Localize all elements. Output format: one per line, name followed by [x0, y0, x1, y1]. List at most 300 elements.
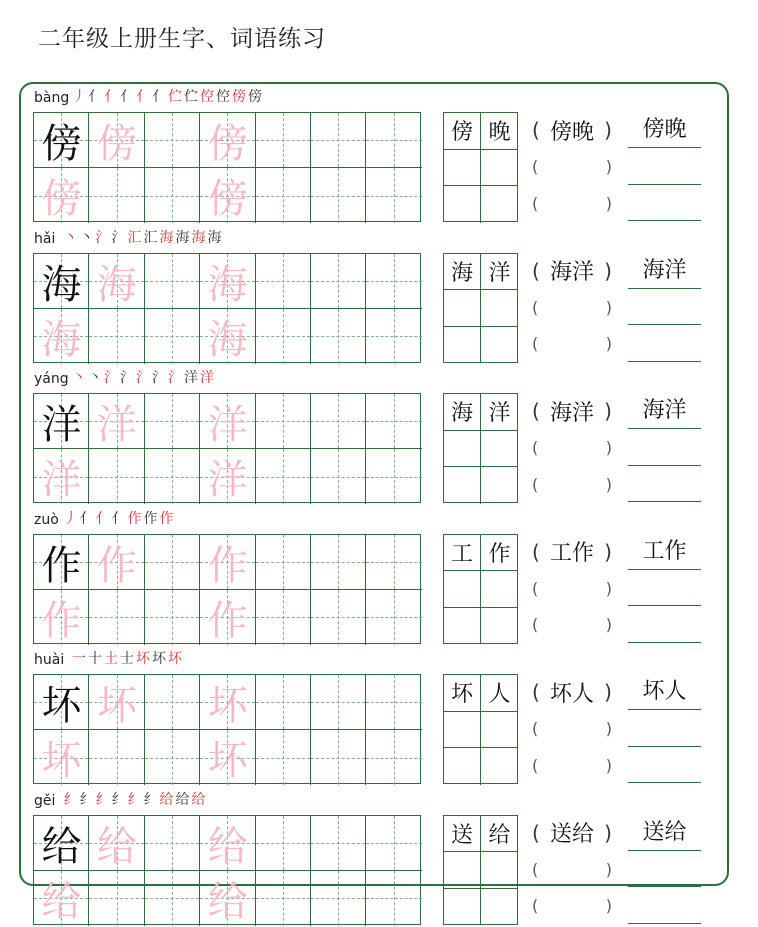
writing-cell[interactable]: [311, 871, 366, 926]
trace-character: 傍: [41, 176, 82, 222]
word-cell[interactable]: 工: [444, 535, 481, 572]
writing-cell[interactable]: [366, 394, 421, 449]
practice-block: [0, 84, 758, 224]
writing-cell[interactable]: [145, 254, 200, 309]
stroke-step: 亻: [120, 89, 135, 105]
writing-cell[interactable]: [366, 675, 421, 730]
writing-cell[interactable]: [311, 535, 366, 590]
writing-cell[interactable]: [311, 730, 366, 785]
pinyin-label: yáng: [34, 371, 69, 387]
paren-close: ): [605, 334, 612, 354]
paren-open: (: [532, 820, 540, 845]
paren-close: ): [604, 680, 612, 704]
paren-close: ): [605, 615, 612, 635]
stroke-step: 土: [104, 651, 119, 667]
writing-grid: [33, 534, 421, 644]
paren-blank[interactable]: [532, 888, 612, 924]
word-cell[interactable]: [444, 150, 481, 187]
writing-cell[interactable]: [256, 675, 311, 730]
word-cell[interactable]: [481, 290, 518, 327]
writing-cell[interactable]: [89, 394, 144, 449]
word-cell[interactable]: 晚: [481, 113, 518, 150]
stroke-step: 倥: [200, 89, 215, 105]
model-character: 给: [41, 823, 82, 870]
pinyin-label: hǎi: [34, 230, 56, 247]
paren-content: 海洋: [549, 260, 594, 285]
paren-blank[interactable]: [532, 466, 612, 502]
writing-cell[interactable]: [145, 871, 200, 926]
writing-cell[interactable]: [34, 535, 89, 590]
word-cell[interactable]: 人: [481, 675, 518, 712]
stroke-step: 伫: [184, 89, 199, 105]
writing-cell[interactable]: [366, 730, 421, 785]
paren-content: 傍晚: [549, 119, 594, 145]
paren-blank[interactable]: [532, 815, 612, 851]
stroke-step: 一: [72, 651, 87, 667]
paren-open: (: [532, 896, 539, 916]
writing-cell[interactable]: [366, 449, 421, 504]
writing-cell[interactable]: [256, 816, 311, 871]
writing-cell[interactable]: [89, 675, 144, 730]
paren-blank[interactable]: [532, 112, 612, 148]
writing-cell[interactable]: [89, 449, 144, 504]
writing-cell[interactable]: [311, 449, 366, 504]
word-cell[interactable]: [444, 889, 481, 926]
answer-line[interactable]: 工作: [628, 534, 701, 570]
paren-content: 送给: [549, 822, 594, 847]
writing-cell[interactable]: [145, 168, 200, 223]
paren-open: (: [532, 258, 540, 283]
writing-cell[interactable]: [145, 675, 200, 730]
word-cell[interactable]: [481, 327, 518, 364]
stroke-order: [72, 86, 264, 106]
paren-open: (: [532, 680, 540, 704]
stroke-order: [64, 508, 176, 528]
writing-cell[interactable]: [256, 394, 311, 449]
writing-cell[interactable]: [89, 254, 144, 309]
paren-close: ): [605, 578, 612, 598]
stroke-step: 纟: [79, 791, 95, 808]
stroke-step: 丿: [63, 510, 79, 527]
answer-line[interactable]: [628, 149, 701, 185]
paren-open: (: [532, 474, 539, 494]
writing-cell[interactable]: [366, 113, 421, 168]
paren-close: ): [604, 399, 612, 423]
trace-character: 作: [207, 542, 248, 589]
writing-cell[interactable]: [256, 254, 311, 309]
trace-character: 给: [207, 878, 248, 925]
paren-content: 海洋: [549, 400, 594, 426]
answer-line[interactable]: 傍晚: [628, 112, 701, 148]
word-cell[interactable]: 给: [481, 816, 518, 853]
writing-cell[interactable]: [200, 309, 255, 364]
word-grid: [443, 253, 518, 363]
writing-cell[interactable]: [200, 113, 255, 168]
trace-character: 坏: [41, 738, 82, 784]
trace-character: 傍: [96, 121, 137, 167]
word-cell[interactable]: [444, 467, 481, 504]
paren-close: ): [604, 258, 612, 283]
writing-cell[interactable]: [311, 113, 366, 168]
answer-line[interactable]: [628, 466, 701, 502]
pinyin-label: zuò: [34, 511, 59, 528]
trace-character: 作: [41, 597, 82, 644]
writing-cell[interactable]: [145, 113, 200, 168]
answer-line[interactable]: 送给: [628, 815, 701, 851]
stroke-step: 十: [88, 651, 103, 667]
paren-close: ): [605, 896, 612, 916]
writing-cell[interactable]: [311, 309, 366, 364]
writing-cell[interactable]: [89, 816, 144, 871]
writing-cell[interactable]: [145, 394, 200, 449]
paren-open: (: [532, 438, 539, 458]
answer-line[interactable]: [628, 607, 701, 643]
writing-cell[interactable]: [34, 816, 89, 871]
stroke-step: 纟: [127, 791, 143, 808]
writing-cell[interactable]: [34, 113, 89, 168]
word-cell[interactable]: [444, 186, 481, 223]
writing-cell[interactable]: [145, 730, 200, 785]
trace-character: 洋: [96, 402, 137, 448]
stroke-step: 纟: [143, 791, 159, 808]
paren-close: ): [605, 297, 612, 317]
writing-cell[interactable]: [311, 816, 366, 871]
paren-blank[interactable]: [532, 289, 612, 325]
trace-character: 洋: [207, 402, 248, 448]
word-cell[interactable]: [444, 608, 481, 645]
trace-character: 海: [207, 261, 248, 308]
stroke-step: 氵: [136, 370, 151, 386]
model-character: 洋: [41, 402, 82, 448]
word-cell[interactable]: [444, 327, 481, 364]
answer-line[interactable]: [628, 888, 701, 924]
stroke-step: 亻: [152, 89, 167, 105]
word-cell[interactable]: [481, 467, 518, 504]
stroke-step: 洋: [184, 370, 199, 386]
writing-cell[interactable]: [200, 535, 255, 590]
paren-close: ): [605, 755, 612, 775]
paren-blank[interactable]: [532, 185, 612, 221]
trace-character: 洋: [41, 457, 82, 503]
paren-open: (: [532, 578, 539, 598]
writing-cell[interactable]: [34, 730, 89, 785]
model-character: 傍: [41, 121, 82, 167]
trace-character: 坏: [207, 738, 248, 784]
writing-cell[interactable]: [366, 590, 421, 645]
word-cell[interactable]: [481, 748, 518, 785]
writing-cell[interactable]: [311, 168, 366, 223]
answer-line[interactable]: [628, 570, 701, 606]
paren-open: (: [532, 755, 539, 775]
pinyin-label: gěi: [34, 792, 56, 809]
writing-cell[interactable]: [34, 449, 89, 504]
writing-cell[interactable]: [145, 309, 200, 364]
answer-line[interactable]: [628, 711, 701, 747]
stroke-step: 丶: [79, 229, 95, 246]
practice-block: [0, 365, 758, 505]
answer-line[interactable]: [628, 326, 701, 362]
paren-blank[interactable]: [532, 851, 612, 887]
paren-open: (: [532, 399, 540, 423]
writing-cell[interactable]: [256, 168, 311, 223]
stroke-step: 亻: [88, 89, 103, 105]
stroke-step: 亻: [79, 510, 95, 527]
stroke-step: 亻: [104, 89, 119, 105]
model-character: 坏: [41, 683, 82, 729]
writing-cell[interactable]: [311, 675, 366, 730]
paren-blank[interactable]: [532, 674, 612, 710]
paren-close: ): [604, 118, 612, 142]
writing-cell[interactable]: [89, 113, 144, 168]
paren-open: (: [532, 539, 540, 564]
stroke-step: 氵: [111, 229, 127, 246]
trace-character: 海: [96, 261, 137, 308]
paren-close: ): [605, 719, 612, 739]
stroke-step: 氵: [95, 229, 111, 246]
trace-character: 海: [41, 316, 82, 363]
stroke-step: 丿: [72, 89, 87, 105]
writing-cell[interactable]: [89, 309, 144, 364]
word-cell[interactable]: 坏: [444, 675, 481, 712]
answer-line[interactable]: [628, 851, 701, 887]
stroke-step: 海: [159, 229, 175, 246]
trace-character: 洋: [207, 457, 248, 503]
paren-blank[interactable]: [532, 570, 612, 606]
stroke-step: 作: [143, 510, 159, 527]
paren-open: (: [532, 157, 539, 177]
writing-cell[interactable]: [89, 535, 144, 590]
writing-cell[interactable]: [256, 730, 311, 785]
stroke-step: 坏: [152, 651, 167, 667]
word-cell[interactable]: [444, 290, 481, 327]
word-cell[interactable]: [444, 712, 481, 749]
word-cell[interactable]: 洋: [481, 254, 518, 291]
trace-character: 作: [207, 597, 248, 644]
paren-blank[interactable]: [532, 534, 612, 570]
writing-grid: [33, 393, 421, 503]
writing-cell[interactable]: [366, 254, 421, 309]
writing-cell[interactable]: [256, 113, 311, 168]
stroke-step: 丶: [72, 370, 87, 386]
paren-blank[interactable]: [532, 253, 612, 289]
answer-line[interactable]: [628, 185, 701, 221]
writing-cell[interactable]: [256, 871, 311, 926]
writing-cell[interactable]: [200, 816, 255, 871]
word-cell[interactable]: [481, 150, 518, 187]
writing-cell[interactable]: [311, 394, 366, 449]
word-cell[interactable]: 傍: [444, 113, 481, 150]
stroke-step: 氵: [120, 370, 135, 386]
writing-cell[interactable]: [200, 675, 255, 730]
writing-cell[interactable]: [34, 168, 89, 223]
stroke-step: 汇: [127, 229, 143, 246]
word-cell[interactable]: [481, 186, 518, 223]
pinyin-label: huài: [34, 652, 65, 668]
word-grid: [443, 534, 518, 644]
word-cell[interactable]: [481, 712, 518, 749]
answer-line[interactable]: 海洋: [628, 253, 701, 289]
writing-cell[interactable]: [256, 535, 311, 590]
stroke-order: [64, 227, 224, 247]
stroke-step: 给: [175, 791, 191, 808]
stroke-step: 给: [159, 791, 175, 808]
trace-character: 傍: [207, 121, 248, 167]
word-cell[interactable]: [444, 431, 481, 468]
trace-character: 给: [207, 823, 248, 870]
stroke-step: 坏: [136, 651, 151, 667]
writing-cell[interactable]: [89, 730, 144, 785]
writing-cell[interactable]: [145, 449, 200, 504]
stroke-step: 亻: [95, 510, 111, 527]
writing-cell[interactable]: [200, 254, 255, 309]
writing-cell[interactable]: [311, 254, 366, 309]
stroke-order: [64, 789, 208, 809]
writing-cell[interactable]: [200, 730, 255, 785]
stroke-step: 亻: [136, 89, 151, 105]
writing-cell[interactable]: [34, 309, 89, 364]
model-character: 海: [41, 261, 82, 308]
writing-cell[interactable]: [200, 168, 255, 223]
paren-blank[interactable]: [532, 393, 612, 429]
model-character: 作: [41, 542, 82, 589]
stroke-step: 汇: [143, 229, 159, 246]
practice-block: [0, 225, 758, 365]
word-grid: [443, 112, 518, 222]
stroke-step: 坏: [168, 651, 183, 667]
writing-cell[interactable]: [145, 535, 200, 590]
stroke-step: 傍: [248, 89, 263, 105]
stroke-step: 作: [159, 510, 175, 527]
paren-content: 坏人: [549, 681, 594, 707]
answer-line[interactable]: 海洋: [628, 393, 701, 429]
word-cell[interactable]: [481, 852, 518, 889]
writing-cell[interactable]: [311, 590, 366, 645]
paren-blank[interactable]: [532, 747, 612, 783]
word-cell[interactable]: [481, 431, 518, 468]
writing-cell[interactable]: [145, 816, 200, 871]
word-cell[interactable]: 洋: [481, 394, 518, 431]
writing-cell[interactable]: [34, 871, 89, 926]
writing-cell[interactable]: [34, 590, 89, 645]
writing-cell[interactable]: [366, 816, 421, 871]
writing-cell[interactable]: [256, 309, 311, 364]
stroke-step: 傍: [232, 89, 247, 105]
stroke-step: 纟: [111, 791, 127, 808]
paren-blank[interactable]: [532, 607, 612, 643]
stroke-step: 丶: [63, 229, 79, 246]
trace-character: 给: [41, 878, 82, 925]
writing-grid: [33, 253, 421, 363]
writing-cell[interactable]: [34, 394, 89, 449]
stroke-step: 亻: [111, 510, 127, 527]
paren-close: ): [605, 193, 612, 213]
writing-cell[interactable]: [200, 449, 255, 504]
stroke-step: 氵: [152, 370, 167, 386]
answer-line[interactable]: [628, 747, 701, 783]
paren-open: (: [532, 719, 539, 739]
writing-cell[interactable]: [89, 871, 144, 926]
trace-character: 傍: [207, 176, 248, 222]
practice-block: [0, 646, 758, 786]
practice-block: [0, 506, 758, 646]
paren-blank[interactable]: [532, 430, 612, 466]
paren-content: 工作: [549, 541, 594, 566]
writing-cell[interactable]: [89, 168, 144, 223]
paren-close: ): [605, 157, 612, 177]
paren-open: (: [532, 615, 539, 635]
word-cell[interactable]: [481, 608, 518, 645]
answer-line[interactable]: [628, 289, 701, 325]
answer-line[interactable]: [628, 430, 701, 466]
paren-open: (: [532, 334, 539, 354]
stroke-step: 纟: [63, 791, 79, 808]
word-cell[interactable]: [444, 852, 481, 889]
trace-character: 坏: [207, 683, 248, 729]
paren-open: (: [532, 193, 539, 213]
word-cell[interactable]: [481, 571, 518, 608]
writing-cell[interactable]: [200, 394, 255, 449]
paren-close: ): [604, 539, 612, 564]
pinyin-label: bàng: [34, 90, 70, 106]
word-cell[interactable]: [444, 571, 481, 608]
word-cell[interactable]: 送: [444, 816, 481, 853]
paren-close: ): [604, 820, 612, 845]
writing-cell[interactable]: [89, 590, 144, 645]
stroke-step: 给: [191, 791, 207, 808]
writing-cell[interactable]: [200, 871, 255, 926]
writing-cell[interactable]: [34, 254, 89, 309]
paren-open: (: [532, 297, 539, 317]
stroke-step: 士: [120, 651, 135, 667]
writing-cell[interactable]: [145, 590, 200, 645]
stroke-step: 氵: [104, 370, 119, 386]
word-grid: [443, 674, 518, 784]
writing-cell[interactable]: [200, 590, 255, 645]
word-cell[interactable]: [444, 748, 481, 785]
paren-open: (: [532, 118, 540, 142]
stroke-step: 纟: [95, 791, 111, 808]
paren-blank[interactable]: [532, 149, 612, 185]
answer-line[interactable]: 坏人: [628, 674, 701, 710]
stroke-step: 洋: [200, 370, 215, 386]
word-cell[interactable]: 海: [444, 394, 481, 431]
writing-cell[interactable]: [256, 449, 311, 504]
word-grid: [443, 815, 518, 925]
paren-blank[interactable]: [532, 711, 612, 747]
word-cell[interactable]: 作: [481, 535, 518, 572]
stroke-order: [72, 648, 184, 668]
writing-grid: [33, 674, 421, 784]
stroke-step: 作: [127, 510, 143, 527]
writing-cell[interactable]: [366, 168, 421, 223]
stroke-order: [72, 367, 216, 387]
stroke-step: 海: [191, 229, 207, 246]
word-cell[interactable]: 海: [444, 254, 481, 291]
writing-cell[interactable]: [366, 535, 421, 590]
paren-blank[interactable]: [532, 326, 612, 362]
trace-character: 海: [207, 316, 248, 363]
trace-character: 作: [96, 542, 137, 589]
stroke-step: 伫: [168, 89, 183, 105]
writing-cell[interactable]: [366, 871, 421, 926]
word-cell[interactable]: [481, 889, 518, 926]
paren-close: ): [605, 438, 612, 458]
page-title: 二年级上册生字、词语练习: [38, 26, 326, 52]
paren-close: ): [605, 474, 612, 494]
writing-cell[interactable]: [34, 675, 89, 730]
writing-cell[interactable]: [256, 590, 311, 645]
writing-cell[interactable]: [366, 309, 421, 364]
